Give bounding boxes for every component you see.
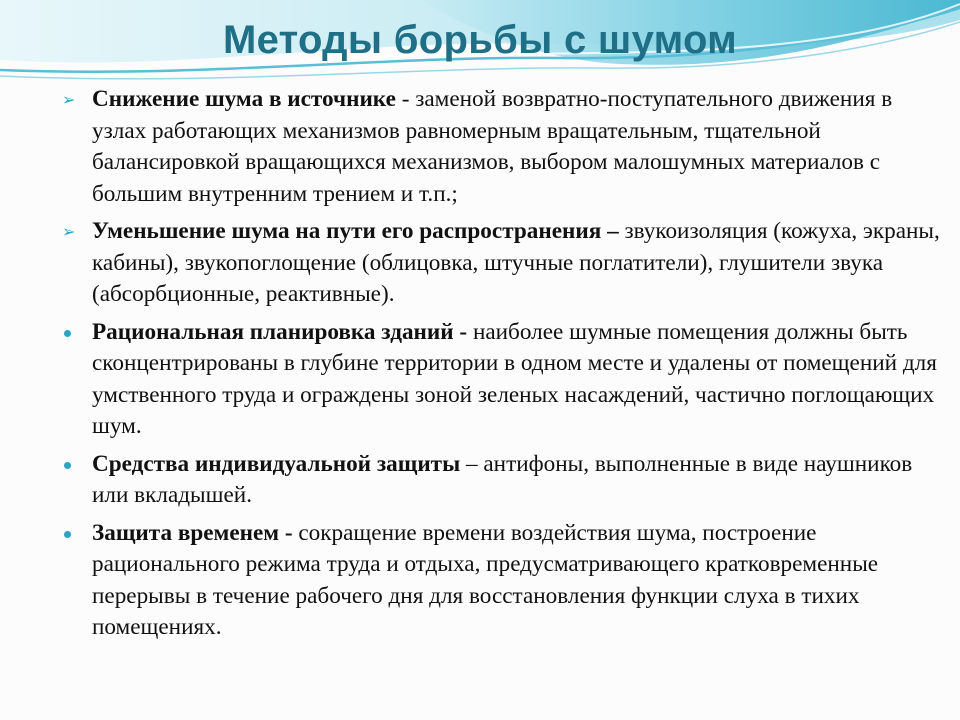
item-text: наиболее шумные помещения должны быть сконцентрированы в глубине территории в одном месте и удалены от помещений для умственного труда и ограждены зоной зеленых насаждений, частично поглощающих шум. [92,318,937,439]
item-term: Средства индивидуальной защиты [92,450,461,477]
dot-bullet-icon [62,518,82,549]
list-item [62,84,942,210]
item-term: Снижение шума в источнике [92,86,396,112]
list-item [62,216,942,311]
arrow-bullet-icon: ➢ [62,221,76,241]
dot-bullet-icon [62,449,82,480]
list-item [62,317,942,443]
item-text: - заменой возвратно-поступательного движения в узлах работающих механизмов равномерным вращательным, тщательной балансировкой вращающихся механизмов, выбором малошумных материалов с большим внутренним трением и т.п.; [92,86,893,207]
item-term: Рациональная планировка зданий - [92,318,468,345]
bullet-list [62,84,942,650]
item-text: сокращение времени воздействия шума, построение рационального режима труда и отдыха, предусматривающего кратковременные перерывы в течение рабочего дня для восстановления функции слуха в тихих помещениях. [92,519,879,640]
slide-title: Методы борьбы с шумом [222,18,738,62]
list-item [62,449,942,512]
item-text: звукоизоляция (кожуха, экраны, кабины), звукопоглощение (облицовка, штучные поглатители), глушители звука (абсорбционные, реактивные). [92,218,940,307]
item-text: – антифоны, выполненные в виде наушников или вкладышей. [92,450,913,508]
list-item [62,518,942,644]
item-term: Уменьшение шума на пути его распространения – [92,218,619,244]
item-term: Защита временем - [92,519,293,546]
dot-bullet-icon [62,317,82,348]
arrow-bullet-icon: ➢ [62,89,76,109]
